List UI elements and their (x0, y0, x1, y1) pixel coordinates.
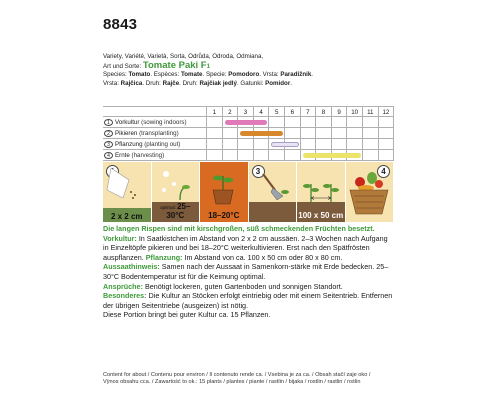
species-label: Vrsta: (103, 79, 121, 87)
illustration-germination (152, 162, 200, 222)
special-paragraph (103, 291, 395, 310)
calendar-row-1 (103, 117, 394, 128)
growing-temp-caption: 18–20°C (208, 211, 240, 220)
calendar-cell (207, 139, 223, 150)
spacing-caption: 2 x 2 cm (110, 212, 143, 221)
row-label-de: Ernte (115, 152, 132, 159)
species-value: Rajčiak jedlý (199, 79, 237, 87)
month-header-3: 3 (238, 107, 254, 118)
month-header-9: 9 (332, 107, 348, 118)
temperature-caption (152, 202, 200, 220)
requirements-paragraph (103, 282, 395, 292)
calendar-cell (269, 150, 285, 161)
yield-paragraph: Diese Portion bringt bei guter Kultur ca. 15 Pflanzen. (103, 310, 271, 320)
calendar-cell (254, 139, 270, 150)
variety-name-sub: 1 (206, 63, 210, 70)
row-label-en: (sowing indoors) (141, 119, 187, 126)
calendar-bar (271, 142, 298, 147)
species-line-2 (103, 80, 403, 89)
calendar-cell (207, 128, 223, 139)
calendar-cell (238, 150, 254, 161)
calendar-cell (223, 150, 239, 161)
month-header-10: 10 (347, 107, 363, 118)
variety-prefix: Art und Sorte: (103, 62, 143, 70)
sowing-note-text: Samen nach der Aussaat in Samenkorn-stärke mit Erde bedecken. 25–30°C Bodentemperatur ist für die Keimung optimal. (103, 262, 389, 281)
calendar-cell (316, 139, 332, 150)
variety-line-2 (103, 59, 403, 72)
calendar-cell (379, 117, 395, 128)
illustration-pot (200, 162, 248, 222)
seed-packet-icon (103, 162, 150, 206)
calendar-cell (379, 139, 395, 150)
contents-footer (103, 372, 395, 386)
contents-line-2: Vÿnos obsahu cca. / Zawartość to ok.: 15 plants / plantes / piante / rastlin / bijaka / rostlin / rastlin / roślin (103, 379, 361, 385)
cultivation-paragraph (103, 234, 395, 263)
row-number-badge: 4 (104, 152, 113, 159)
illustration-spacing (297, 162, 345, 222)
description (103, 224, 395, 370)
calendar-cell (347, 117, 363, 128)
planting-text: Im Abstand von ca. 100 x 50 cm oder 80 x 80 cm. (184, 252, 343, 262)
calendar-bar (240, 131, 283, 136)
calendar-cell (285, 128, 301, 139)
illustration-strip (103, 162, 393, 222)
sowing-note-label: Aussaathinweis: (103, 262, 162, 272)
vegetable-basket-icon (346, 162, 393, 222)
row-label-en: (transplanting) (139, 130, 179, 137)
soil-strip (249, 202, 297, 222)
month-header-6: 6 (285, 107, 301, 118)
species-label: . Specie: (202, 71, 229, 79)
calendar-row-label (103, 150, 207, 161)
calendar-row-4 (103, 150, 394, 161)
calendar-cell (363, 139, 379, 150)
species-label: . (290, 79, 292, 87)
product-number: 8843 (103, 16, 138, 33)
month-header-12: 12 (379, 107, 395, 118)
species-label: . (311, 71, 314, 79)
requirements-text: Benötigt lockeren, guten Gartenboden und sonnigen Standort. (144, 281, 343, 291)
step-badge: 4 (377, 165, 390, 178)
description-headline: Die langen Rispen sind mit kirschgroßen, süß schmeckenden Früchten besetzt. (103, 224, 375, 233)
calendar-cell (238, 139, 254, 150)
species-label: Species: (103, 71, 129, 79)
row-number-badge: 2 (104, 130, 113, 137)
month-header-8: 8 (316, 107, 332, 118)
month-header-1: 1 (207, 107, 223, 118)
calendar-cell (379, 128, 395, 139)
variety-name: Tomate Paki F (142, 59, 207, 71)
calendar-cell (316, 128, 332, 139)
row-label-en: (harvesting) (131, 152, 165, 159)
trowel-icon (249, 162, 296, 206)
calendar-cell (285, 150, 301, 161)
species-value: Tomate (180, 71, 203, 79)
species-label: . Espèces: (150, 71, 181, 79)
special-label: Besonderes: (103, 291, 149, 301)
species-label: . Druh: (179, 79, 200, 87)
calendar-bar (225, 120, 268, 125)
month-header-5: 5 (269, 107, 285, 118)
calendar-cell (285, 117, 301, 128)
species-value: Paradižnik (280, 71, 312, 79)
illustration-sowing (103, 162, 151, 222)
calendar-cell (363, 128, 379, 139)
row-label-de: Vorkultur (115, 119, 142, 126)
requirements-label: Ansprüche: (103, 281, 145, 291)
calendar-cell (316, 117, 332, 128)
species-label: . Vrsta: (259, 71, 281, 79)
optimal-label: optimal: (160, 205, 178, 210)
calendar-bar (303, 153, 361, 158)
calendar-cell (254, 150, 270, 161)
planting-label: Pflanzung: (145, 252, 185, 262)
species-value: Pomidor (265, 79, 291, 87)
calendar-cell (363, 150, 379, 161)
calendar-cell (347, 139, 363, 150)
sowing-note-paragraph (103, 262, 395, 281)
species-value: Rajčica (120, 79, 143, 87)
step-badge: 3 (252, 165, 265, 178)
calendar-row-label (103, 128, 207, 139)
cultivation-text: In Saatkistchen im Abstand von 2 x 2 cm aussäen. 2–3 Wochen nach Aufgang in Einzeltöpfe pikieren und bei 18–20°C weiterkultivieren. Erst nach den Spätfrösten auspflanzen. (103, 233, 388, 262)
calendar-cell (223, 128, 239, 139)
calendar-row-3 (103, 139, 394, 150)
variety-block (103, 53, 403, 88)
species-line-1 (103, 71, 403, 80)
sprout-icon (152, 162, 199, 206)
calendar-row-2 (103, 128, 394, 139)
calendar-cell (301, 117, 317, 128)
row-label-en: (planting out) (144, 141, 181, 148)
calendar-cell (332, 139, 348, 150)
cultivation-label: Vorkultur: (103, 233, 139, 243)
row-number-badge: 1 (104, 119, 113, 126)
row-number-badge: 3 (104, 141, 113, 148)
month-header-4: 4 (254, 107, 270, 118)
species-value: Pomodoro (228, 71, 260, 79)
calendar-cell (269, 117, 285, 128)
illustration-harvest (346, 162, 394, 222)
calendar-cell (301, 128, 317, 139)
calendar-cell (223, 139, 239, 150)
calendar-cell (379, 150, 395, 161)
species-value: Rajče (162, 79, 180, 87)
calendar-header-row (103, 106, 394, 117)
special-text: Die Kultur an Stöcken erfolgt eintriebig oder mit einem Seitentrieb. Entfernen der übrigen Seitentriebe (ausgeizen) ist nötig. (103, 291, 393, 310)
species-label: . Druh: (142, 79, 163, 87)
month-header-11: 11 (363, 107, 379, 118)
sowing-calendar (103, 106, 394, 161)
seedling-pot-icon (200, 162, 247, 206)
row-label-de: Pikieren (115, 130, 140, 137)
plant-spacing-caption: 100 x 50 cm (298, 211, 344, 220)
calendar-row-label (103, 117, 207, 128)
row-label-de: Pflanzung (115, 141, 145, 148)
species-value: Tomato (128, 71, 151, 79)
illustration-planting (249, 162, 297, 222)
calendar-cell (207, 117, 223, 128)
calendar-cell (332, 117, 348, 128)
germination-temp: 25–30°C (166, 202, 191, 220)
species-label: . Gatunki: (236, 79, 266, 87)
variety-line-1: Variety, Variété, Varietà, Sorta, Odrůda, Odroda, Odmiana, (103, 53, 264, 60)
calendar-cell (363, 117, 379, 128)
month-header-7: 7 (301, 107, 317, 118)
calendar-cell (301, 139, 317, 150)
month-header-2: 2 (223, 107, 239, 118)
calendar-row-label (103, 139, 207, 150)
calendar-cell (332, 128, 348, 139)
calendar-cell (207, 150, 223, 161)
calendar-cell (347, 128, 363, 139)
plant-spacing-icon (297, 162, 344, 206)
contents-line-1: Content for about / Contenu pour environ / Il contenuto rende ca. / Vsebina je za ca. / Obsah stačí zaje oko / (103, 372, 371, 378)
